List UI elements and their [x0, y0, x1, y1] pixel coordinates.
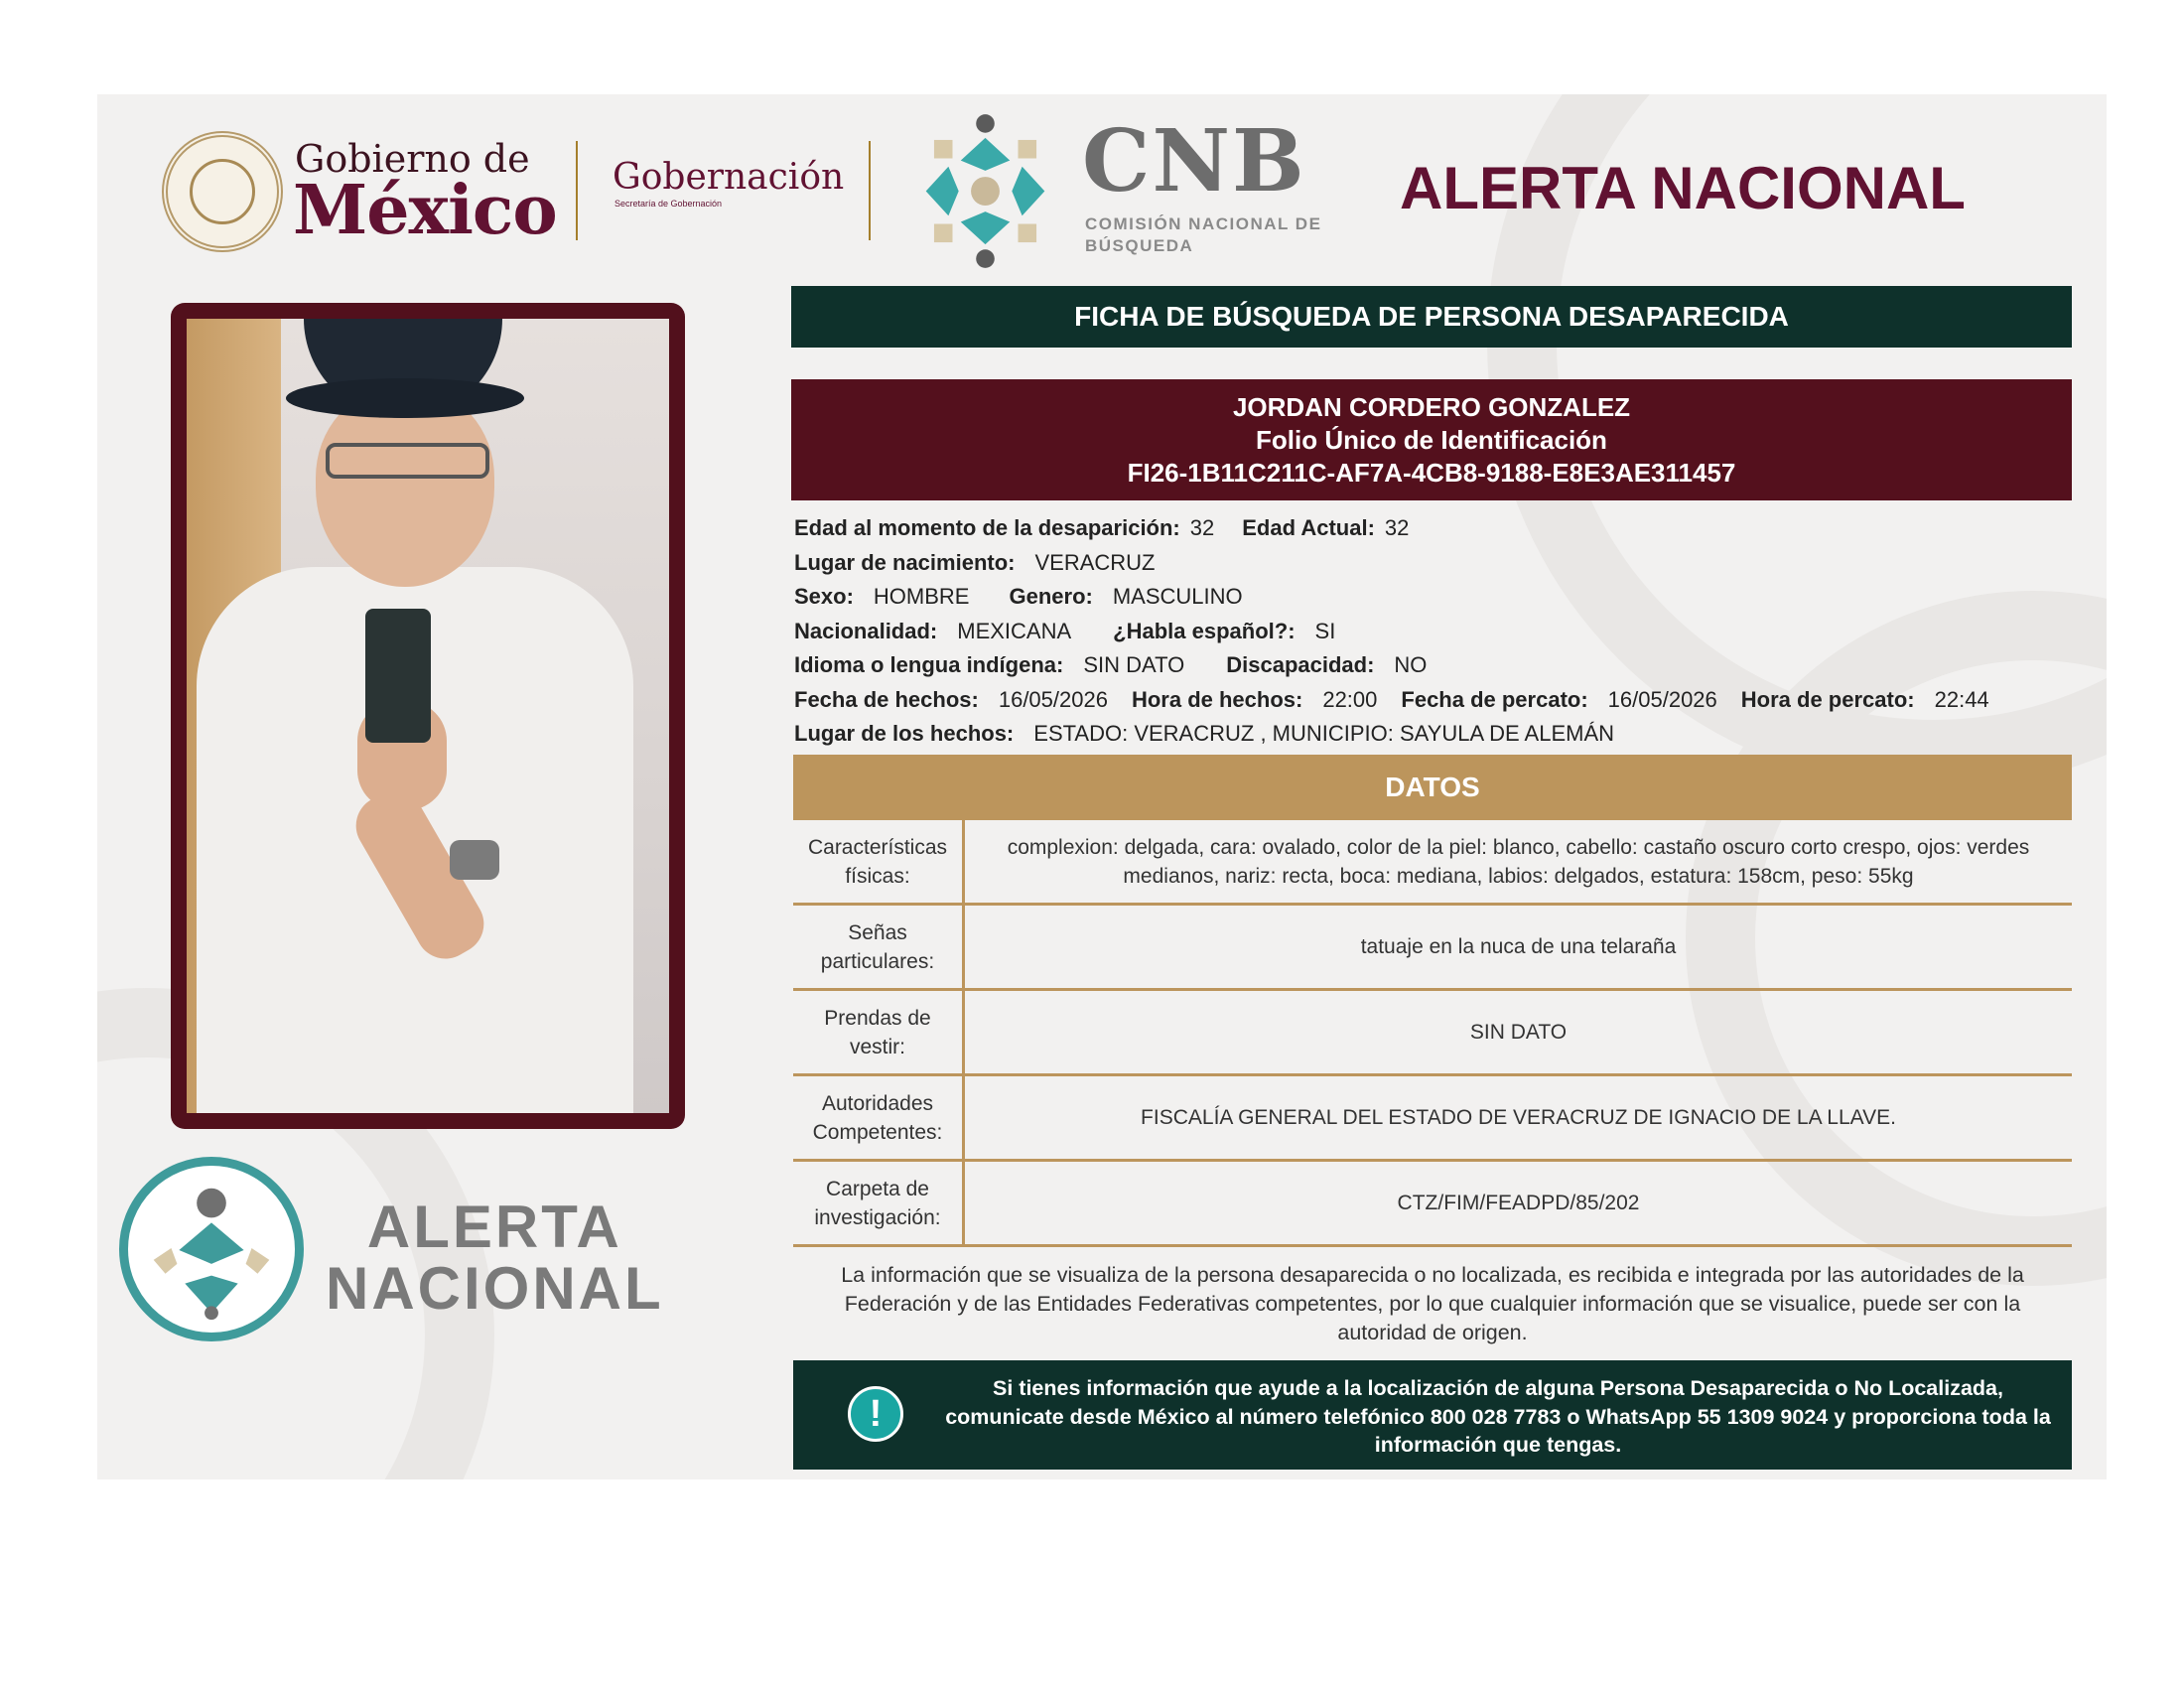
value-edad-desaparicion: 32 [1189, 515, 1215, 540]
disclaimer-text: La información que se visualiza de la persona desaparecida o no localizada, es recibida e integrada por las autoridades de la Federación y de las Entidades Federativas competentes, por lo que cualquier información que se visualice, puede ser con la autoridad de origen. [841, 1263, 2024, 1344]
table-row [793, 991, 2072, 1076]
value-sexo: HOMBRE [873, 584, 970, 609]
info-row-dates [794, 683, 2075, 718]
gobernacion-subtitle: Secretaría de Gobernación [614, 199, 723, 209]
value-habla-espanol: SI [1314, 618, 1336, 643]
label-lugar-hechos: Lugar de los hechos: [794, 721, 1015, 746]
label-habla-espanol: ¿Habla español?: [1113, 618, 1296, 643]
row-value: CTZ/FIM/FEADPD/85/202 [1397, 1192, 1640, 1214]
value-nacionalidad: MEXICANA [957, 618, 1072, 643]
header [154, 111, 2040, 268]
gobierno-line1: Gobierno de [295, 137, 530, 181]
info-row-sex [794, 580, 2075, 615]
alerta-nacional-logo-text [326, 1196, 664, 1320]
info-row-nationality [794, 615, 2075, 649]
row-label: Prendas de vestir: [793, 991, 965, 1073]
value-lugar-hechos: ESTADO: VERACRUZ , MUNICIPIO: SAYULA DE ALEMÁN [1033, 721, 1615, 746]
label-hora-hechos: Hora de hechos: [1131, 686, 1303, 712]
gobierno-line2: México [293, 171, 557, 250]
row-value: complexion: delgada, cara: ovalado, color de la piel: blanco, cabello: castaño oscuro corto crespo, ojos: verdes medianos, nariz: recta, boca: mediana, labios: delgados, estatura: 158cm, peso: 55kg [1007, 835, 2030, 888]
datos-header: DATOS [793, 755, 2072, 820]
gobernacion-logo: Gobernación [613, 157, 845, 198]
label-edad-actual: Edad Actual: [1242, 515, 1375, 540]
info-row-location [794, 717, 2075, 752]
person-photo [187, 319, 669, 1113]
value-fecha-hechos: 16/05/2026 [998, 686, 1108, 712]
label-genero: Genero: [1009, 584, 1093, 609]
divider [576, 141, 578, 240]
row-label: Señas particulares: [793, 906, 965, 988]
logo-line2: NACIONAL [326, 1255, 664, 1322]
label-edad-desaparicion: Edad al momento de la desaparición: [794, 515, 1180, 540]
value-hora-hechos: 22:00 [1322, 686, 1378, 712]
row-value: SIN DATO [1469, 1021, 1568, 1044]
divider [869, 141, 871, 240]
exclamation-icon: ! [848, 1386, 903, 1442]
cnb-logo-text: CNB [1082, 111, 1306, 211]
ficha-title: FICHA DE BÚSQUEDA DE PERSONA DESAPARECIDA [791, 286, 2072, 348]
cnb-emblem-icon [903, 109, 1067, 273]
table-row [793, 906, 2072, 991]
contact-banner [793, 1360, 2072, 1470]
cnb-subtitle: COMISIÓN NACIONAL DE BÚSQUEDA [1085, 214, 1322, 255]
logo-line1: ALERTA [366, 1194, 622, 1260]
info-row-language [794, 648, 2075, 683]
row-label: Carpeta de investigación: [793, 1162, 965, 1244]
row-label: Autoridades Competentes: [793, 1076, 965, 1159]
person-header [791, 379, 2072, 500]
value-edad-actual: 32 [1384, 515, 1410, 540]
value-hora-percato: 22:44 [1934, 686, 1989, 712]
label-discapacidad: Discapacidad: [1226, 652, 1375, 677]
contact-text: Si tienes información que ayude a la localización de alguna Persona Desaparecida o No Localizada, comunicate desde México al número telefónico 800 028 7783 o WhatsApp 55 1309 9024 y proporciona toda la información que tengas. [945, 1376, 2051, 1457]
row-value: tatuaje en la nuca de una telaraña [1360, 935, 1677, 958]
info-row-age [794, 511, 2075, 546]
value-lugar-nacimiento: VERACRUZ [1034, 549, 1156, 575]
label-hora-percato: Hora de percato: [1740, 686, 1915, 712]
value-idioma: SIN DATO [1083, 652, 1185, 677]
label-lugar-nacimiento: Lugar de nacimiento: [794, 549, 1016, 575]
label-fecha-hechos: Fecha de hechos: [794, 686, 979, 712]
person-info [794, 511, 2075, 752]
national-seal-icon [162, 131, 283, 252]
label-idioma: Idioma o lengua indígena: [794, 652, 1064, 677]
folio-id: FI26-1B11C211C-AF7A-4CB8-9188-E8E3AE311457 [1127, 458, 1736, 488]
table-row [793, 1076, 2072, 1162]
datos-table [793, 820, 2072, 1247]
alerta-nacional-emblem-icon [119, 1157, 304, 1341]
page-title: ALERTA NACIONAL [1400, 155, 1966, 221]
table-row [793, 1162, 2072, 1247]
info-row-birthplace [794, 546, 2075, 581]
value-discapacidad: NO [1394, 652, 1428, 677]
person-name: JORDAN CORDERO GONZALEZ [1232, 392, 1631, 422]
photo-frame [171, 303, 685, 1129]
value-genero: MASCULINO [1112, 584, 1243, 609]
row-value: FISCALÍA GENERAL DEL ESTADO DE VERACRUZ DE IGNACIO DE LA LLAVE. [1141, 1106, 1896, 1129]
label-sexo: Sexo: [794, 584, 854, 609]
label-fecha-percato: Fecha de percato: [1401, 686, 1588, 712]
folio-label: Folio Único de Identificación [1256, 425, 1607, 455]
value-fecha-percato: 16/05/2026 [1607, 686, 1717, 712]
table-row [793, 820, 2072, 906]
row-label: Características físicas: [793, 820, 965, 903]
label-nacionalidad: Nacionalidad: [794, 618, 938, 643]
